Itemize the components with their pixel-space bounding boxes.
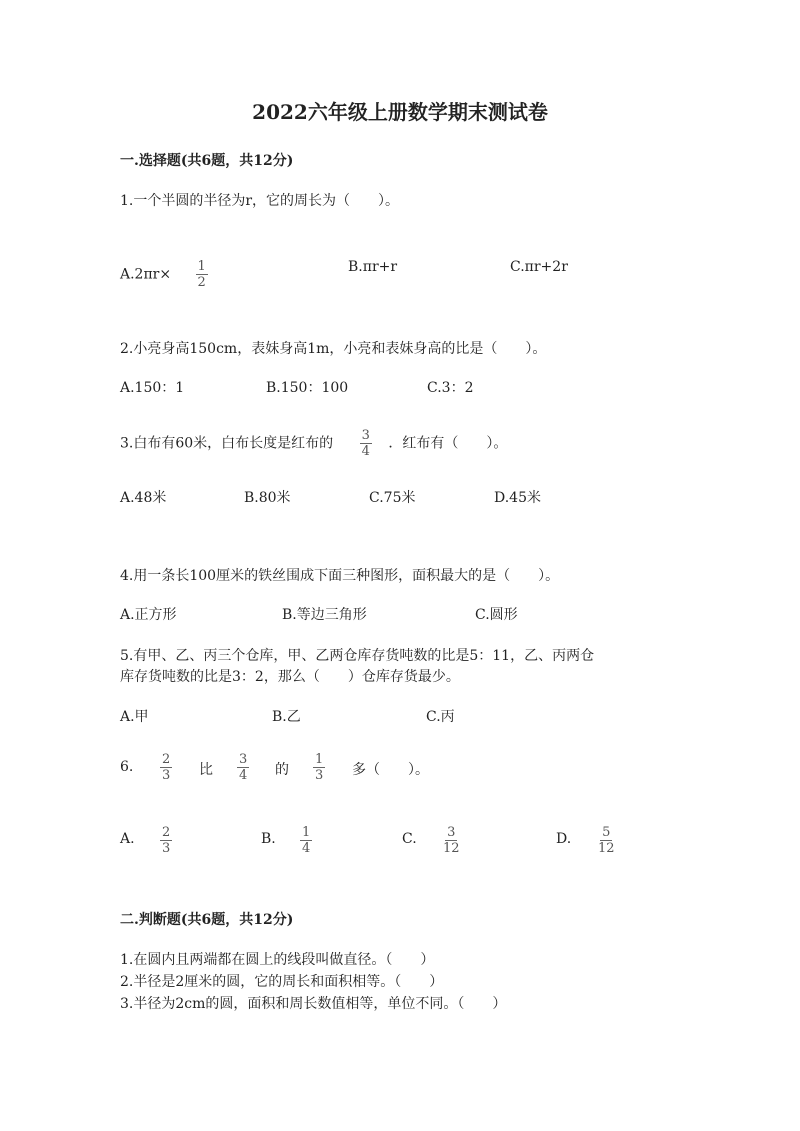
numerator: 5 [602, 825, 611, 840]
question-5-option-c: C.丙 [426, 709, 455, 725]
question-1-stem: 1.一个半圆的半径为r，它的周长为（ ）。 [120, 193, 400, 209]
question-1-option-a [120, 259, 208, 290]
denominator: 3 [162, 841, 171, 856]
question-6-word-de: 的 [275, 762, 289, 778]
denominator: 4 [302, 841, 311, 856]
page-title: 2022六年级上册数学期末测试卷 [252, 100, 548, 124]
denominator: 12 [598, 841, 615, 856]
judgement-item-1: 1.在圆内且两端都在圆上的线段叫做直径。（ ） [120, 952, 435, 968]
question-2-option-c: C.3：2 [427, 380, 474, 396]
question-6-option-d-label: D. [556, 831, 572, 847]
numerator: 1 [315, 752, 324, 767]
question-2-stem: 2.小亮身高150cm，表妹身高1m，小亮和表妹身高的比是（ ）。 [120, 341, 547, 357]
question-1-option-c: C.πr+2r [510, 259, 568, 275]
question-2-option-a: A.150：1 [120, 380, 185, 396]
numerator: 1 [197, 259, 206, 274]
question-3-option-a: A.48米 [120, 490, 167, 506]
numerator: 3 [361, 428, 370, 443]
fraction [360, 428, 372, 459]
numerator: 1 [302, 825, 311, 840]
section-heading-choice: 一.选择题(共6题，共12分) [120, 153, 294, 169]
section-heading-judgement: 二.判断题(共6题，共12分) [120, 912, 294, 928]
question-6-word-bi: 比 [199, 762, 213, 778]
judgement-item-2: 2.半径是2厘米的圆，它的周长和面积相等。（ ） [120, 974, 444, 990]
question-3-stem [120, 428, 507, 459]
question-6-tail: 多（ ）。 [352, 762, 429, 778]
question-3-stem-post: ．红布有（ ）。 [388, 435, 508, 452]
fraction [160, 752, 172, 783]
question-3-option-c: C.75米 [369, 490, 416, 506]
question-4-option-b: B.等边三角形 [282, 607, 367, 623]
question-3-option-b: B.80米 [244, 490, 291, 506]
judgement-item-3: 3.半径为2cm的圆，面积和周长数值相等，单位不同。（ ） [120, 996, 507, 1012]
denominator: 2 [197, 275, 206, 290]
question-6-option-a-label: A. [120, 831, 135, 847]
numerator: 3 [239, 752, 248, 767]
question-5-option-a: A.甲 [120, 709, 149, 725]
question-6-option-c-label: C. [402, 831, 417, 847]
question-5-stem-line1: 5.有甲、乙、丙三个仓库，甲、乙两仓库存货吨数的比是5：11，乙、丙两仓 [120, 648, 595, 664]
fraction [441, 825, 462, 856]
denominator: 3 [315, 768, 324, 783]
question-4-option-c: C.圆形 [475, 607, 518, 623]
denominator: 4 [239, 768, 248, 783]
question-5-option-b: B.乙 [272, 709, 301, 725]
question-4-option-a: A.正方形 [120, 607, 177, 623]
numerator: 2 [162, 825, 171, 840]
denominator: 12 [443, 841, 460, 856]
fraction [160, 825, 172, 856]
fraction [196, 259, 208, 290]
numerator: 2 [162, 752, 171, 767]
fraction [313, 752, 325, 783]
question-4-stem: 4.用一条长100厘米的铁丝围成下面三种图形，面积最大的是（ ）。 [120, 568, 560, 584]
question-6-number: 6. [120, 759, 134, 775]
question-5-stem-line2: 库存货吨数的比是3：2，那么（ ）仓库存货最少。 [120, 669, 460, 685]
question-6-option-b-label: B. [261, 831, 276, 847]
question-3-stem-pre: 3.白布有60米，白布长度是红布的 [120, 435, 334, 452]
question-2-option-b: B.150：100 [266, 380, 349, 396]
option-a-text: A.2πr× [120, 266, 172, 283]
fraction [237, 752, 249, 783]
denominator: 3 [162, 768, 171, 783]
denominator: 4 [361, 444, 370, 459]
question-1-option-b: B.πr+r [348, 259, 398, 275]
fraction [596, 825, 617, 856]
numerator: 3 [447, 825, 456, 840]
question-3-option-d: D.45米 [494, 490, 541, 506]
fraction [300, 825, 312, 856]
